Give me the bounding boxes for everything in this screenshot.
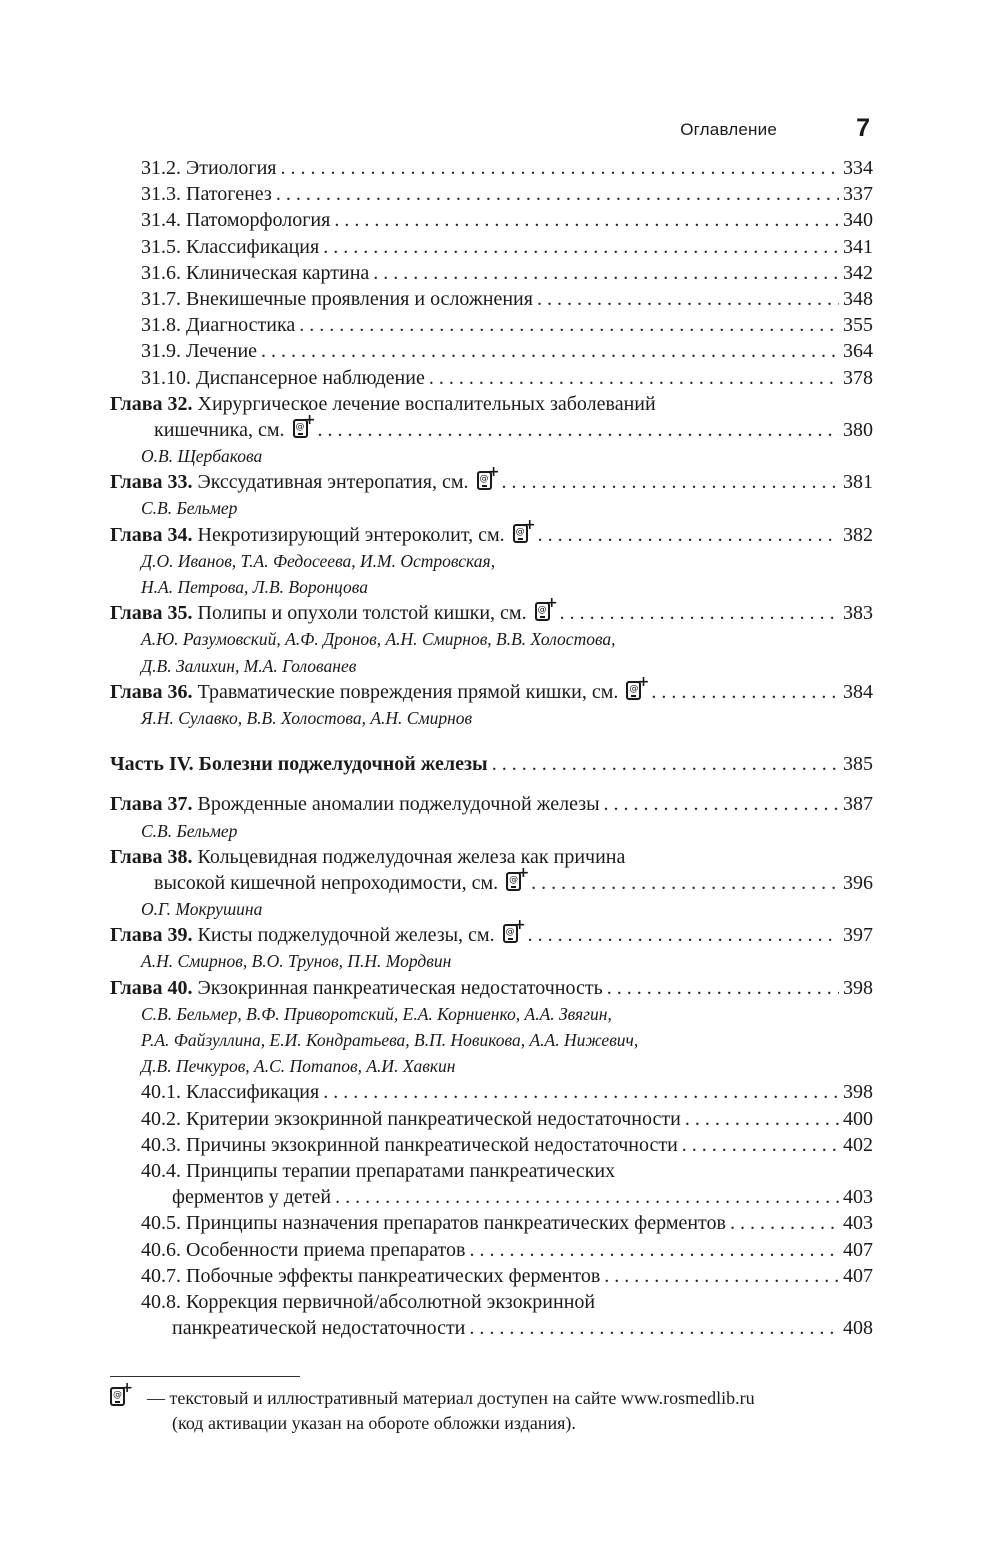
toc-entry-title: 40.4. Принципы терапии препаратами панкреатических <box>141 1159 616 1182</box>
toc-page-number: 407 <box>843 1238 873 1261</box>
page-number: 7 <box>856 114 870 142</box>
toc-page-number: 400 <box>843 1107 873 1130</box>
toc-entry-40-4-cont[interactable] <box>110 1184 873 1210</box>
leader-dots <box>651 679 839 705</box>
toc-entry-40-6[interactable] <box>110 1237 873 1263</box>
toc-entry-31-10[interactable] <box>110 365 873 391</box>
toc-page-number: 397 <box>843 924 873 947</box>
leader-dots <box>604 791 839 817</box>
leader-dots <box>276 181 839 207</box>
chapter-authors: Р.А. Файзуллина, Е.И. Кондратьева, В.П. Новикова, А.А. Нижевич, <box>141 1030 639 1050</box>
toc-page-number: 382 <box>843 523 873 546</box>
toc-chapter-39[interactable] <box>110 917 873 948</box>
leader-dots <box>560 600 839 626</box>
toc-page-number: 408 <box>843 1317 873 1340</box>
toc-entry-40-2[interactable] <box>110 1106 873 1132</box>
footnote <box>110 1380 880 1436</box>
toc-entry-31-3[interactable] <box>110 181 873 207</box>
toc-chapter-35[interactable] <box>110 595 873 626</box>
chapter-title: Травматические повреждения прямой кишки, см. <box>197 680 619 703</box>
leader-dots <box>604 1263 839 1289</box>
chapter-label: Глава 38. <box>110 845 193 868</box>
leader-dots <box>280 155 839 181</box>
toc-page-number: 398 <box>843 976 873 999</box>
table-of-contents <box>110 155 873 1341</box>
chapter-authors: Д.О. Иванов, Т.А. Федосеева, И.М. Островская, <box>141 550 496 571</box>
chapter-authors: О.В. Щербакова <box>141 446 263 467</box>
leader-dots <box>299 312 839 338</box>
online-material-icon: @ + <box>110 1387 125 1406</box>
toc-page-number: 402 <box>843 1133 873 1156</box>
chapter-label: Глава 37. <box>110 793 193 816</box>
toc-page-number: 398 <box>843 1081 873 1104</box>
toc-entry-title: 40.3. Причины экзокринной панкреатической недостаточности <box>141 1133 678 1156</box>
toc-part-4[interactable] <box>110 751 873 777</box>
chapter-authors: А.Н. Смирнов, В.О. Трунов, П.Н. Мордвин <box>141 951 452 972</box>
footnote-line-2: (код активации указан на обороте обложки издания). <box>172 1413 576 1433</box>
leader-dots <box>469 1315 839 1341</box>
toc-entry-40-5[interactable] <box>110 1210 873 1236</box>
chapter-authors: С.В. Бельмер <box>141 498 238 519</box>
chapter-label: Глава 35. <box>110 602 193 625</box>
chapter-title: Кольцевидная поджелудочная железа как причина <box>197 845 626 868</box>
toc-entry-title: 31.2. Этиология <box>141 157 277 179</box>
header-title: Оглавление <box>680 120 777 139</box>
toc-entry-31-2[interactable] <box>110 155 873 181</box>
chapter-authors: С.В. Бельмер <box>141 820 238 841</box>
toc-chapter-37[interactable] <box>110 791 873 817</box>
toc-page-number: 384 <box>843 680 873 703</box>
leader-dots <box>334 207 839 233</box>
toc-entry-31-6[interactable] <box>110 260 873 286</box>
chapter-title-cont: высокой кишечной непроходимости, см. <box>154 871 499 894</box>
toc-entry-title: 40.6. Особенности приема препаратов <box>141 1238 466 1261</box>
toc-page-number: 341 <box>843 235 873 258</box>
chapter-label: Глава 34. <box>110 523 193 546</box>
toc-entry-title: 40.7. Побочные эффекты панкреатических ферментов <box>141 1264 601 1287</box>
toc-page-number: 381 <box>843 471 873 494</box>
toc-chapter-33[interactable] <box>110 464 873 495</box>
chapter-authors: Я.Н. Сулавко, В.В. Холостова, А.Н. Смирнов <box>141 707 473 728</box>
leader-dots <box>607 975 839 1001</box>
toc-entry-title: 40.8. Коррекция первичной/абсолютной экзокринной <box>141 1290 596 1313</box>
leader-dots <box>335 1184 839 1210</box>
toc-entry-title: 31.7. Внекишечные проявления и осложнения <box>141 287 533 310</box>
footnote-text: — текстовый и иллюстративный материал доступен на сайте www.rosmedlib.ru <box>147 1388 755 1408</box>
toc-entry-title-cont: панкреатической недостаточности <box>172 1317 466 1340</box>
leader-dots <box>537 286 839 312</box>
leader-dots <box>538 522 839 548</box>
toc-page-number: 387 <box>843 793 873 816</box>
toc-entry-title: 31.9. Лечение <box>141 340 258 363</box>
toc-entry-title: 31.4. Патоморфология <box>141 209 331 232</box>
chapter-title: Экссудативная энтеропатия, см. <box>197 471 469 494</box>
toc-page-number: 396 <box>843 871 873 894</box>
toc-chapter-40[interactable] <box>110 975 873 1001</box>
toc-entry-title: 40.1. Классификация <box>141 1081 320 1104</box>
toc-page-number: 340 <box>843 209 873 232</box>
toc-entry-31-4[interactable] <box>110 207 873 233</box>
online-material-icon: @ + <box>626 681 641 700</box>
toc-page-number: 337 <box>843 183 873 206</box>
leader-dots <box>528 922 839 948</box>
leader-dots <box>318 417 840 443</box>
toc-entry-40-1[interactable] <box>110 1079 873 1105</box>
toc-entry-title: 31.8. Диагностика <box>141 314 296 337</box>
chapter-label: Глава 32. <box>110 392 193 415</box>
footnote-line-1 <box>110 1380 880 1411</box>
running-header <box>110 116 872 148</box>
leader-dots <box>730 1210 839 1236</box>
toc-entry-title: 31.6. Клиническая картина <box>141 261 370 284</box>
toc-entry-40-8-cont[interactable] <box>110 1315 873 1341</box>
leader-dots <box>682 1132 839 1158</box>
toc-entry-31-9[interactable] <box>110 338 873 364</box>
chapter-authors: С.В. Бельмер, В.Ф. Приворотский, Е.А. Корниенко, А.А. Звягин, <box>141 1003 612 1024</box>
chapter-title: Хирургическое лечение воспалительных заболеваний <box>197 392 656 415</box>
toc-chapter-38[interactable] <box>110 844 873 870</box>
toc-page-number: 348 <box>843 287 873 310</box>
toc-entry-31-5[interactable] <box>110 234 873 260</box>
chapter-authors: Н.А. Петрова, Л.В. Воронцова <box>141 577 368 597</box>
chapter-title-cont: кишечника, см. <box>154 418 285 441</box>
toc-entry-40-3[interactable] <box>110 1132 873 1158</box>
toc-chapter-34[interactable] <box>110 516 873 548</box>
toc-page-number: 364 <box>843 340 873 363</box>
chapter-authors: Д.В. Печкуров, А.С. Потапов, А.И. Хавкин <box>141 1056 456 1077</box>
chapter-title: Полипы и опухоли толстой кишки, см. <box>197 602 527 625</box>
leader-dots <box>502 469 840 495</box>
chapter-title: Врожденные аномалии поджелудочной железы <box>197 793 600 816</box>
toc-page-number: 355 <box>843 314 873 337</box>
leader-dots <box>373 260 839 286</box>
chapter-title: Кисты поджелудочной железы, см. <box>197 924 495 947</box>
chapter-authors: О.Г. Мокрушина <box>141 899 263 920</box>
toc-entry-title: 40.5. Принципы назначения препаратов панкреатических ферментов <box>141 1212 726 1235</box>
leader-dots <box>685 1106 839 1132</box>
toc-page-number: 407 <box>843 1264 873 1287</box>
toc-page-number: 334 <box>843 157 873 179</box>
toc-entry-title: 31.5. Классификация <box>141 235 320 258</box>
toc-entry-title: 40.2. Критерии экзокринной панкреатической недостаточности <box>141 1107 681 1130</box>
toc-page-number: 403 <box>843 1186 873 1209</box>
toc-chapter-32-cont[interactable] <box>110 411 873 443</box>
part-title: Часть IV. Болезни поджелудочной железы <box>110 753 488 776</box>
toc-page-number: 383 <box>843 602 873 625</box>
footnote-divider <box>110 1376 300 1377</box>
leader-dots <box>323 234 839 260</box>
leader-dots <box>261 338 839 364</box>
toc-entry-40-7[interactable] <box>110 1263 873 1289</box>
toc-chapter-36[interactable] <box>110 673 873 705</box>
online-material-icon: @ + <box>506 872 521 891</box>
toc-entry-31-7[interactable] <box>110 286 873 312</box>
leader-dots <box>492 751 839 777</box>
online-material-icon: @ + <box>477 471 492 490</box>
toc-page-number: 378 <box>843 366 873 389</box>
chapter-label: Глава 33. <box>110 471 193 494</box>
chapter-title: Некротизирующий энтероколит, см. <box>197 523 505 546</box>
toc-chapter-32[interactable] <box>110 391 873 417</box>
toc-entry-40-4[interactable] <box>110 1158 873 1184</box>
leader-dots <box>323 1079 839 1105</box>
chapter-authors: Д.В. Залихин, М.А. Голованев <box>141 655 357 676</box>
toc-page-number: 342 <box>843 261 873 284</box>
toc-page-number: 385 <box>843 753 873 776</box>
chapter-label: Глава 40. <box>110 976 193 999</box>
toc-entry-title: 31.3. Патогенез <box>141 183 272 206</box>
toc-entry-title: 31.10. Диспансерное наблюдение <box>141 366 425 389</box>
toc-page-number: 380 <box>843 418 873 441</box>
leader-dots <box>531 870 839 896</box>
chapter-label: Глава 39. <box>110 924 193 947</box>
online-material-icon: @ + <box>503 924 518 943</box>
toc-entry-title-cont: ферментов у детей <box>172 1186 332 1209</box>
leader-dots <box>469 1237 839 1263</box>
online-material-icon: @ + <box>513 524 528 543</box>
toc-page-number: 403 <box>843 1212 873 1235</box>
chapter-title: Экзокринная панкреатическая недостаточность <box>197 976 603 999</box>
chapter-authors: А.Ю. Разумовский, А.Ф. Дронов, А.Н. Смирнов, В.В. Холостова, <box>141 629 616 650</box>
online-material-icon: @ + <box>535 602 550 621</box>
leader-dots <box>429 365 839 391</box>
chapter-label: Глава 36. <box>110 680 193 703</box>
online-material-icon: @ + <box>293 419 308 438</box>
toc-entry-40-8[interactable] <box>110 1289 873 1315</box>
toc-chapter-38-cont[interactable] <box>110 864 873 896</box>
toc-entry-31-8[interactable] <box>110 312 873 338</box>
